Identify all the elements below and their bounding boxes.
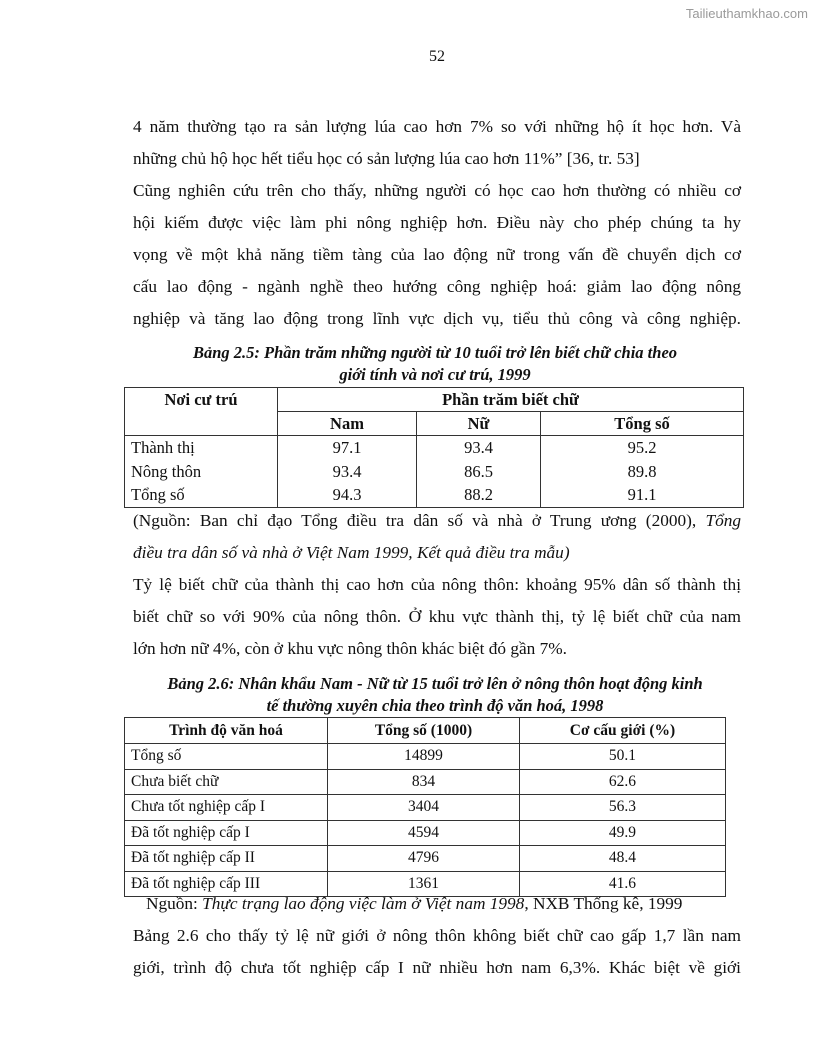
text-line: lớn hơn nữ 4%, còn ở khu vực nông thôn khác biệt đó gần 7%. [133, 639, 567, 658]
text-line: Bảng 2.6 cho thấy tỷ lệ nữ giới ở nông thôn không biết chữ cao gấp 1,7 lần nam [133, 926, 741, 945]
cell: 93.4 [417, 436, 541, 460]
cell: 93.4 [278, 460, 417, 484]
caption-line: tế thường xuyên chia theo trình độ văn hoá, 1998 [266, 696, 604, 715]
cell: 88.2 [417, 483, 541, 507]
table-2-5-caption [120, 342, 750, 386]
cell: Nông thôn [125, 460, 278, 484]
cell: 86.5 [417, 460, 541, 484]
source-title: Tổng [705, 511, 741, 530]
cell: 62.6 [519, 769, 725, 795]
cell: 91.1 [541, 483, 744, 507]
header-gender-structure: Cơ cấu giới (%) [519, 718, 725, 744]
table-row [125, 795, 726, 821]
table-2-6-source [146, 888, 754, 920]
source-text: Nguồn: [146, 894, 203, 913]
header-education: Trình độ văn hoá [125, 718, 328, 744]
table-2-6 [124, 717, 726, 897]
table-row [125, 460, 744, 484]
header-residence: Nơi cư trú [125, 388, 278, 436]
header-total: Tổng số (1000) [328, 718, 520, 744]
text-line: biết chữ so với 90% của nông thôn. Ở khu vực thành thị, tỷ lệ biết chữ của nam [133, 607, 741, 626]
cell: 95.2 [541, 436, 744, 460]
header-total: Tổng số [541, 412, 744, 436]
table-2-6-caption [120, 673, 750, 717]
cell: Đã tốt nghiệp cấp II [125, 846, 328, 872]
table-2-5 [124, 387, 744, 508]
cell: 89.8 [541, 460, 744, 484]
cell: Thành thị [125, 436, 278, 460]
paragraph-1 [133, 111, 741, 335]
cell: 97.1 [278, 436, 417, 460]
cell: 14899 [328, 744, 520, 770]
caption-line: Bảng 2.6: Nhân khẩu Nam - Nữ từ 15 tuổi trở lên ở nông thôn hoạt động kinh [167, 674, 703, 693]
text-line: 4 năm thường tạo ra sản lượng lúa cao hơn 7% so với những hộ ít học hơn. Và [133, 117, 741, 136]
table-row [125, 436, 744, 460]
text-line: Cũng nghiên cứu trên cho thấy, những người có học cao hơn thường có nhiều cơ [133, 181, 741, 200]
cell: Đã tốt nghiệp cấp I [125, 820, 328, 846]
text-line: hội kiếm được việc làm phi nông nghiệp hơn. Điều này cho phép chúng ta hy [133, 213, 741, 232]
cell: 3404 [328, 795, 520, 821]
cell: 41.6 [519, 871, 725, 897]
caption-line: giới tính và nơi cư trú, 1999 [339, 365, 531, 384]
text-line: những chủ hộ học hết tiểu học có sản lượng lúa cao hơn 11%” [36, tr. 53] [133, 149, 640, 168]
header-literacy: Phần trăm biết chữ [278, 388, 744, 412]
paragraph-3 [133, 920, 741, 984]
text-line: giới, trình độ chưa tốt nghiệp cấp I nữ nhiều hơn nam 6,3%. Khác biệt về giới [133, 958, 741, 977]
cell: 834 [328, 769, 520, 795]
cell: 4594 [328, 820, 520, 846]
source-line: điều tra dân số và nhà ở Việt Nam 1999, Kết quả điều tra mẫu) [133, 543, 570, 562]
cell: Tổng số [125, 483, 278, 507]
text-line: vọng về một khả năng tiềm tàng của lao động nữ trong vấn đề chuyển dịch cơ [133, 245, 741, 264]
header-female: Nữ [417, 412, 541, 436]
table-row [125, 744, 726, 770]
table-row [125, 820, 726, 846]
cell: Tổng số [125, 744, 328, 770]
source-line [146, 888, 754, 920]
text-line: nghiệp và tăng lao động trong lĩnh vực dịch vụ, tiểu thủ công và công nghiệp. [133, 309, 741, 328]
source-title: Thực trạng lao động việc làm ở Việt nam 1998 [202, 894, 525, 913]
table-2-5-source [133, 505, 741, 569]
source-line [133, 505, 741, 537]
table-row [125, 846, 726, 872]
header-male: Nam [278, 412, 417, 436]
table-row [125, 483, 744, 507]
cell: Chưa biết chữ [125, 769, 328, 795]
text-line: Tỷ lệ biết chữ của thành thị cao hơn của nông thôn: khoảng 95% dân số thành thị [133, 575, 741, 594]
cell: 4796 [328, 846, 520, 872]
paragraph-2 [133, 569, 741, 665]
page-number: 52 [429, 48, 445, 65]
cell: 56.3 [519, 795, 725, 821]
cell: Chưa tốt nghiệp cấp I [125, 795, 328, 821]
caption-line: Bảng 2.5: Phần trăm những người từ 10 tuổi trở lên biết chữ chia theo [192, 343, 678, 362]
table-row [125, 769, 726, 795]
cell: 49.9 [519, 820, 725, 846]
cell: 94.3 [278, 483, 417, 507]
cell: 48.4 [519, 846, 725, 872]
text-line: cấu lao động - ngành nghề theo hướng công nghiệp hoá: giảm lao động nông [133, 277, 741, 296]
source-text: (Nguồn: Ban chỉ đạo Tổng điều tra dân số và nhà ở Trung ương (2000), [133, 511, 697, 530]
cell: Đã tốt nghiệp cấp III [125, 871, 328, 897]
source-text: , NXB Thống kê, 1999 [524, 894, 683, 913]
cell: 1361 [328, 871, 520, 897]
watermark: Tailieuthamkhao.com [685, 6, 808, 21]
cell: 50.1 [519, 744, 725, 770]
